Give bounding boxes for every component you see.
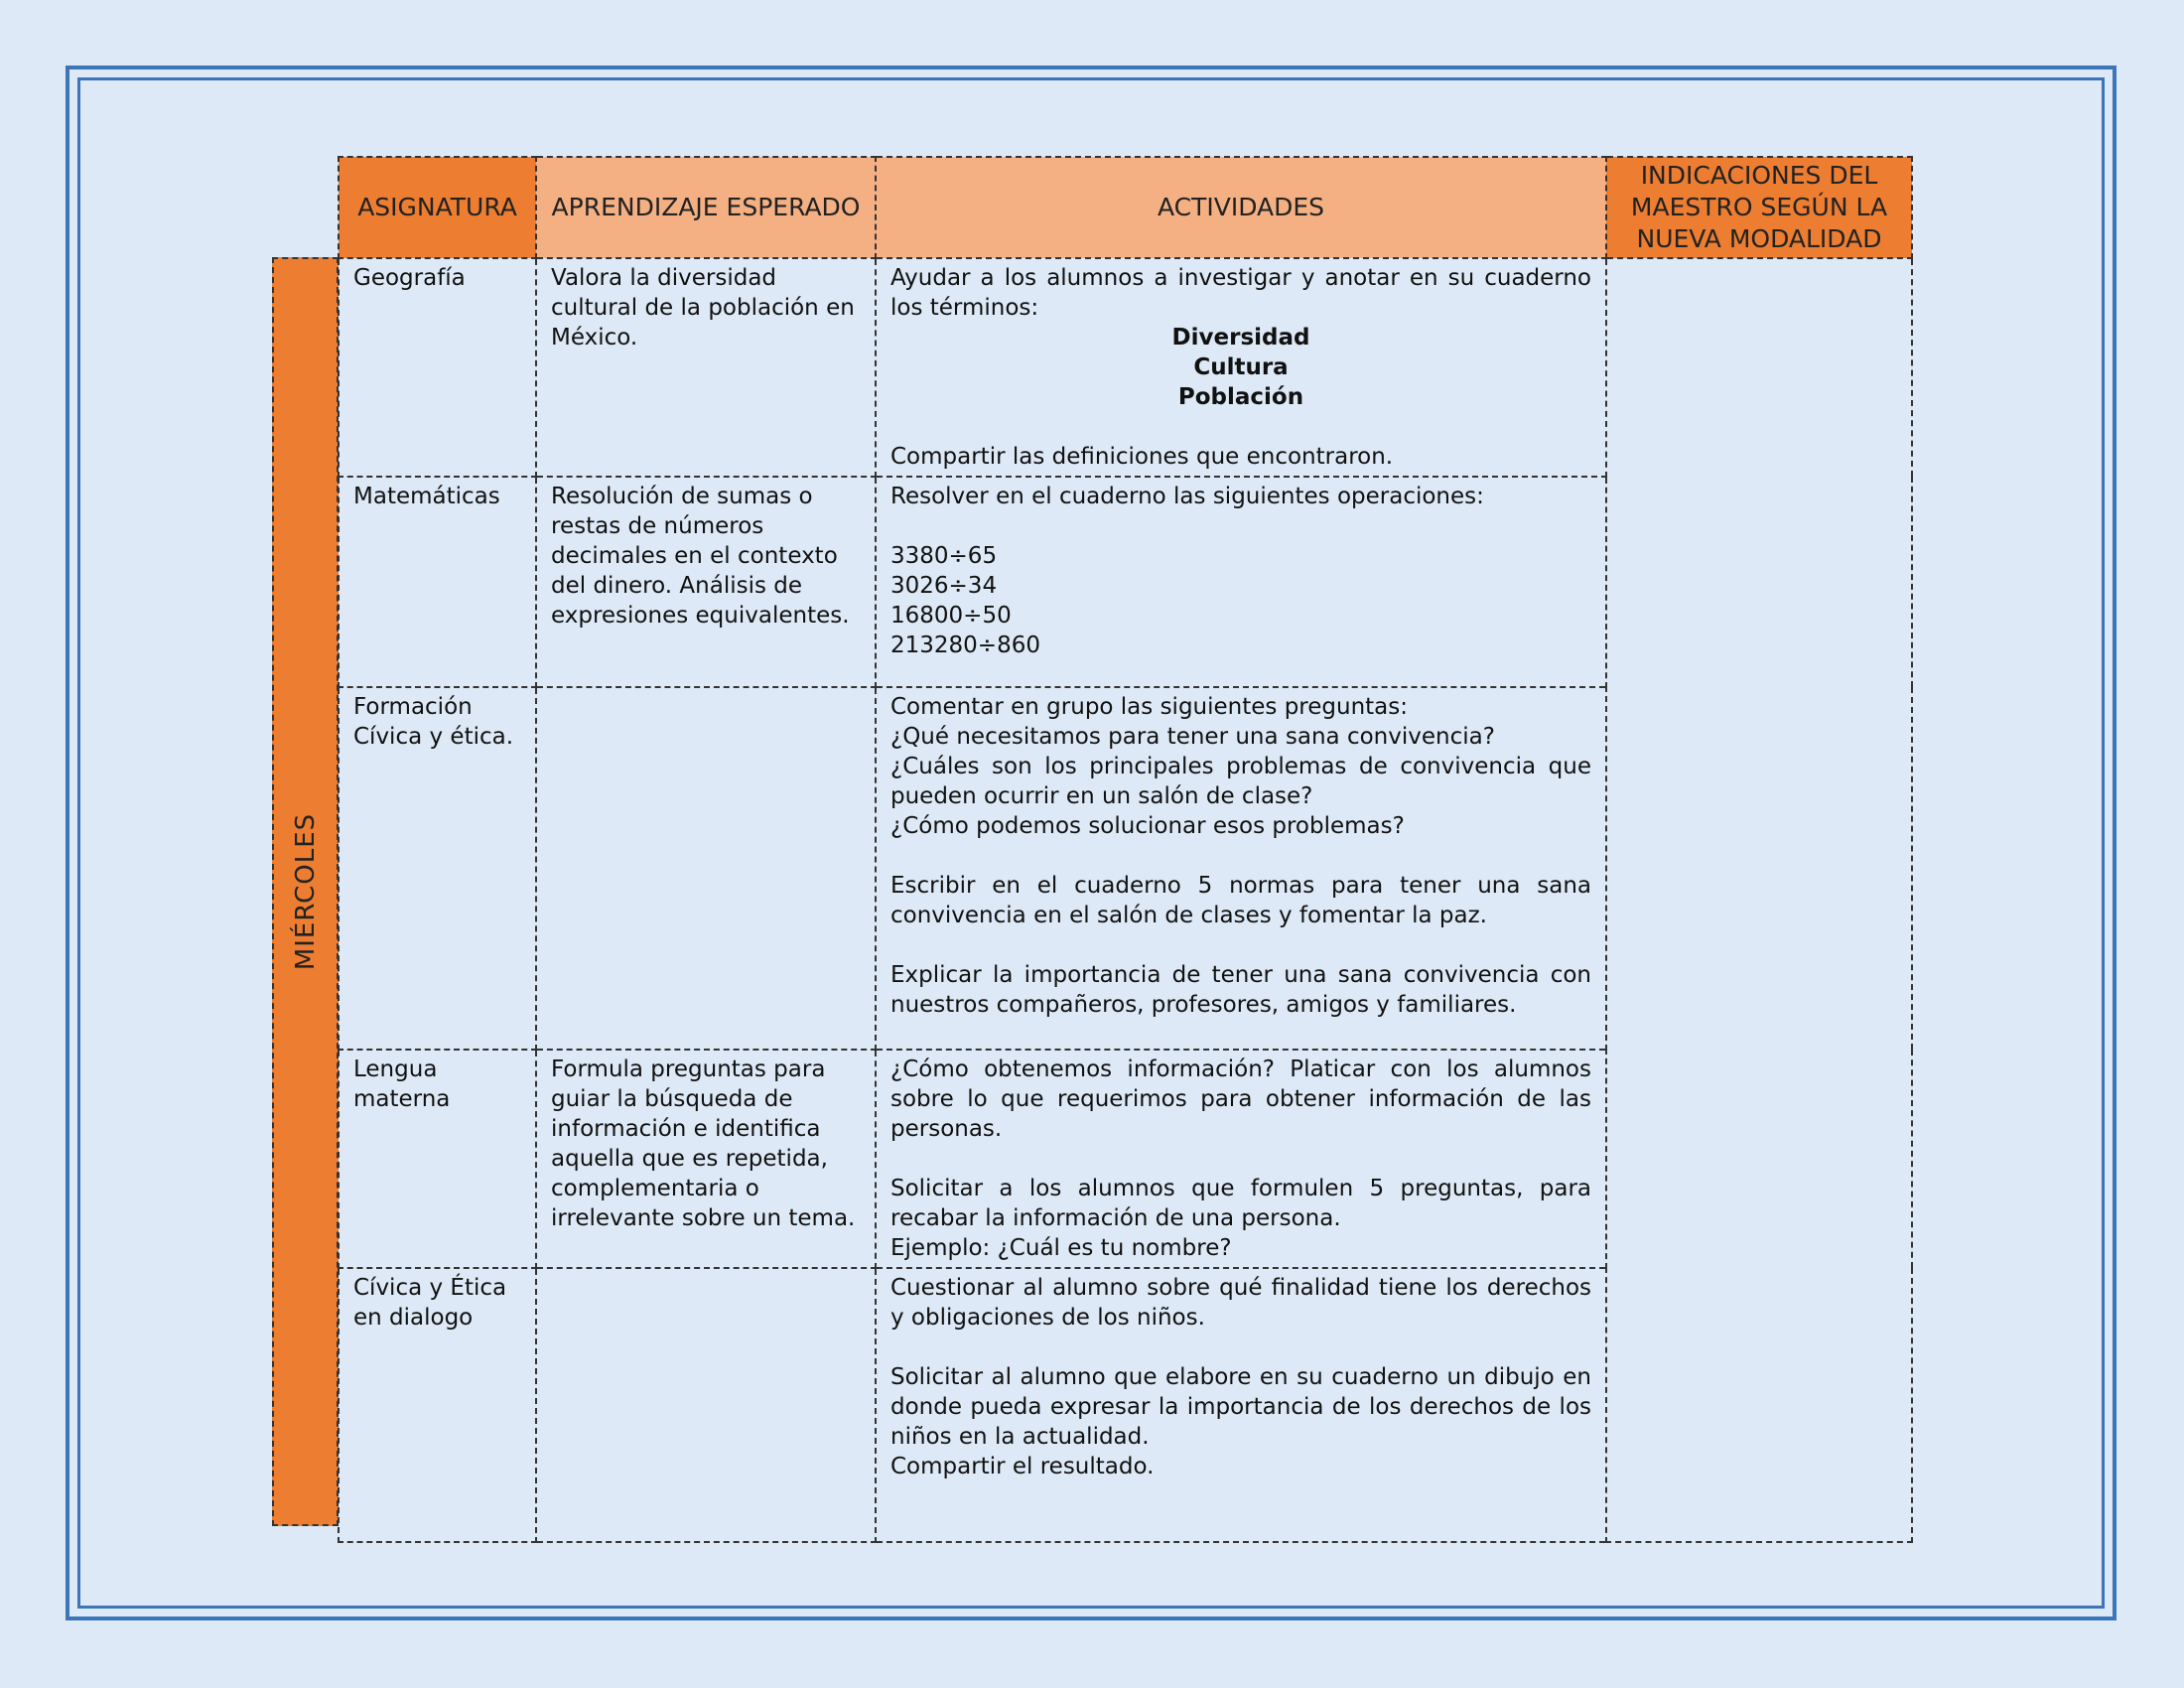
lesson-plan-table [338, 156, 1913, 1543]
subject-cell: Geografía [339, 258, 536, 477]
term: Población [1177, 384, 1304, 410]
activity-text: Ayudar a los alumnos a investigar y anotar en su cuaderno los términos: [890, 265, 1591, 321]
activity-text: Comentar en grupo las siguientes preguntas: [890, 694, 1409, 720]
activity-text: Explicar la importancia de tener una sana convivencia con nuestros compañeros, profesores, amigos y familiares. [890, 962, 1591, 1018]
header-row [339, 157, 1912, 258]
activity-text: ¿Cómo obtenemos información? Platicar con los alumnos sobre lo que requerimos para obtener información de las personas. [890, 1056, 1591, 1142]
subject-cell: Lengua materna [339, 1050, 536, 1268]
learning-cell: Resolución de sumas o restas de números decimales en el contexto del dinero. Análisis de expresiones equivalentes. [536, 477, 876, 687]
table-row [339, 258, 1912, 477]
header-aprendizaje: APRENDIZAJE ESPERADO [536, 157, 876, 258]
question: ¿Cómo podemos solucionar esos problemas? [890, 813, 1405, 839]
header-indicaciones: INDICACIONES DEL MAESTRO SEGÚN LA NUEVA MODALIDAD [1606, 157, 1912, 258]
subject-cell: Cívica y Ética en dialogo [339, 1268, 536, 1542]
activities-cell [876, 258, 1606, 477]
header-actividades: ACTIVIDADES [876, 157, 1606, 258]
learning-cell: Valora la diversidad cultural de la población en México. [536, 258, 876, 477]
activities-cell [876, 1268, 1606, 1542]
day-column [272, 257, 339, 1526]
operation: 16800÷50 [890, 603, 1012, 629]
operation: 213280÷860 [890, 633, 1040, 658]
question: ¿Qué necesitamos para tener una sana convivencia? [890, 724, 1495, 750]
operation: 3026÷34 [890, 573, 998, 599]
activity-text: Escribir en el cuaderno 5 normas para tener una sana convivencia en el salón de clases y fomentar la paz. [890, 873, 1591, 928]
learning-cell [536, 687, 876, 1050]
operation: 3380÷65 [890, 543, 998, 569]
activity-text: Cuestionar al alumno sobre qué finalidad tiene los derechos y obligaciones de los niños. [890, 1275, 1591, 1331]
activity-text: Compartir el resultado. [890, 1454, 1155, 1479]
term: Cultura [1193, 354, 1289, 380]
term: Diversidad [1171, 325, 1310, 351]
activities-cell [876, 477, 1606, 687]
activities-cell [876, 1050, 1606, 1268]
activity-text: Solicitar al alumno que elabore en su cuaderno un dibujo en donde pueda expresar la importancia de los derechos de los niños en la actualidad. [890, 1364, 1591, 1450]
activity-text: Solicitar a los alumnos que formulen 5 preguntas, para recabar la información de una persona. [890, 1176, 1591, 1231]
activity-text: Ejemplo: ¿Cuál es tu nombre? [890, 1235, 1232, 1261]
activities-cell [876, 687, 1606, 1050]
header-asignatura: ASIGNATURA [339, 157, 536, 258]
learning-cell [536, 1268, 876, 1542]
learning-cell: Formula preguntas para guiar la búsqueda de información e identifica aquella que es repetida, complementaria o irrelevante sobre un tema. [536, 1050, 876, 1268]
activity-text: Resolver en el cuaderno las siguientes operaciones: [890, 484, 1484, 509]
subject-cell: Formación Cívica y ética. [339, 687, 536, 1050]
question: ¿Cuáles son los principales problemas de convivencia que pueden ocurrir en un salón de clase? [890, 754, 1591, 809]
subject-cell: Matemáticas [339, 477, 536, 687]
day-label: MIÉRCOLES [290, 812, 321, 971]
activity-text: Compartir las definiciones que encontraron. [890, 444, 1394, 470]
indications-cell [1606, 258, 1912, 1542]
